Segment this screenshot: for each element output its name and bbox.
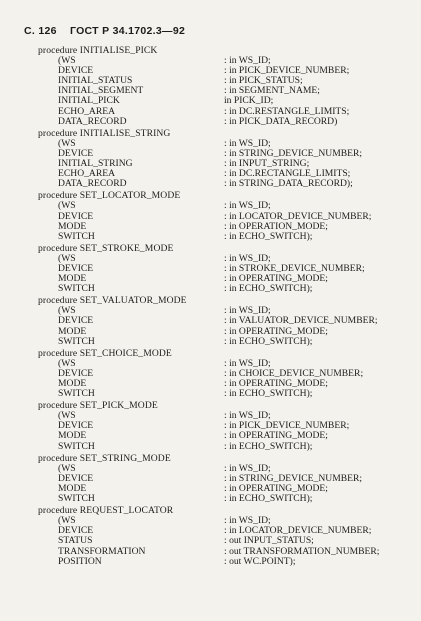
page-number: С. 126 (24, 25, 57, 37)
parameter-declaration: : in STRING_DATA_RECORD); (224, 178, 353, 190)
parameter-name: INITIAL_SEGMENT (58, 85, 144, 97)
parameter-name: DEVICE (58, 525, 94, 537)
parameter-declaration: : in WS_ID; (224, 252, 271, 264)
parameter-declaration: : in OPERATING_MODE; (224, 273, 328, 285)
parameter-name: DEVICE (58, 65, 94, 77)
parameter-name: INITIAL_STATUS (58, 75, 133, 87)
parameter-line (38, 536, 408, 546)
page-header (24, 25, 195, 37)
procedure-listing (38, 46, 408, 569)
parameter-name: SWITCH (58, 440, 95, 452)
parameter-name: MODE (58, 220, 87, 232)
parameter-name: SWITCH (58, 388, 95, 400)
procedure-block (38, 296, 408, 346)
parameter-line (38, 201, 408, 211)
procedure-block (38, 46, 408, 127)
parameter-declaration: : in ECHO_SWITCH); (224, 388, 313, 400)
procedure-title: procedure INITIALISE_PICK (38, 45, 158, 56)
parameter-line (38, 56, 408, 66)
parameter-name: (WS (58, 200, 76, 212)
parameter-declaration: : in INPUT_STRING; (224, 158, 310, 170)
parameter-declaration: : in STRING_DEVICE_NUMBER; (224, 147, 363, 159)
procedure-title: procedure SET_LOCATOR_MODE (38, 190, 181, 202)
parameter-name: DATA_RECORD (58, 115, 127, 127)
parameter-name: (WS (58, 515, 76, 527)
parameter-line (38, 557, 408, 567)
parameter-name: DEVICE (58, 420, 94, 432)
parameter-declaration: : in WS_ID; (224, 410, 271, 422)
parameter-declaration: : in OPERATING_MODE; (224, 378, 328, 389)
procedure-block (38, 454, 408, 504)
parameter-name: MODE (58, 273, 87, 285)
parameter-line (38, 117, 408, 127)
parameter-name: (WS (58, 462, 76, 474)
parameter-line (38, 212, 408, 222)
procedure-block (38, 506, 408, 567)
parameter-declaration: : in STRING_DEVICE_NUMBER; (224, 472, 363, 484)
procedure-title: procedure REQUEST_LOCATOR (38, 505, 174, 517)
parameter-line (38, 316, 408, 326)
parameter-declaration: : in WS_ID; (224, 357, 271, 369)
parameter-declaration: : in PICK_STATUS; (224, 75, 303, 87)
parameter-declaration: : in OPERATING_MODE; (224, 325, 328, 337)
parameter-declaration: : in VALUATOR_DEVICE_NUMBER; (224, 315, 378, 327)
parameter-declaration: : in LOCATOR_DEVICE_NUMBER; (224, 525, 372, 537)
parameter-line (38, 526, 408, 536)
parameter-name: DEVICE (58, 147, 94, 159)
parameter-line (38, 369, 408, 379)
procedure-title: procedure SET_CHOICE_MODE (38, 347, 172, 359)
parameter-name: STATUS (58, 535, 93, 547)
parameter-line (38, 232, 408, 242)
parameter-name: SWITCH (58, 493, 95, 505)
parameter-declaration: : in WS_ID; (224, 515, 271, 527)
parameter-name: (WS (58, 137, 76, 149)
parameter-name: DEVICE (58, 210, 94, 222)
parameter-name: TRANSFORMATION (58, 545, 146, 557)
procedure-block (38, 129, 408, 190)
parameter-line (38, 494, 408, 504)
parameter-line (38, 179, 408, 189)
parameter-declaration: : in DC.RESTANGLE_LIMITS; (224, 105, 350, 117)
parameter-declaration: : in SEGMENT_NAME; (224, 85, 320, 97)
parameter-declaration: : in LOCATOR_DEVICE_NUMBER; (224, 210, 372, 222)
parameter-declaration: : in OPERATION_MODE; (224, 220, 328, 232)
procedure-block (38, 244, 408, 294)
parameter-line (38, 389, 408, 399)
parameter-line (38, 421, 408, 431)
parameter-declaration: : out INPUT_STATUS; (224, 535, 314, 547)
parameter-declaration: : in WS_ID; (224, 55, 271, 67)
parameter-declaration: : out TRANSFORMATION_NUMBER; (224, 545, 380, 557)
procedure-title: procedure SET_PICK_MODE (38, 400, 158, 412)
parameter-name: DEVICE (58, 367, 94, 379)
procedure-title: procedure INITIALISE_STRING (38, 127, 171, 139)
parameter-name: POSITION (58, 555, 102, 567)
parameter-name: (WS (58, 410, 76, 422)
parameter-name: (WS (58, 357, 76, 369)
procedure-block (38, 401, 408, 451)
parameter-declaration: : in PICK_DEVICE_NUMBER; (224, 65, 350, 77)
parameter-declaration: : in ECHO_SWITCH); (224, 440, 313, 452)
parameter-name: INITIAL_PICK (58, 95, 120, 107)
parameter-name: MODE (58, 430, 87, 442)
parameter-declaration: : in WS_ID; (224, 200, 271, 212)
parameter-line (38, 284, 408, 294)
parameter-declaration: : in WS_ID; (224, 137, 271, 149)
parameter-declaration: in PICK_ID; (224, 95, 274, 107)
parameter-name: SWITCH (58, 230, 95, 242)
standard-code: ГОСТ Р 34.1702.3—92 (69, 25, 186, 37)
parameter-name: INITIAL_STRING (58, 158, 133, 170)
parameter-declaration: : in ECHO_SWITCH); (224, 335, 313, 347)
parameter-line (38, 442, 408, 452)
parameter-name: ECHO_AREA (58, 168, 116, 180)
parameter-declaration: : in PICK_DATA_RECORD) (224, 115, 338, 127)
procedure-title: procedure SET_STRING_MODE (38, 452, 171, 464)
parameter-line (38, 474, 408, 484)
parameter-name: (WS (58, 252, 76, 264)
parameter-name: DATA_RECORD (58, 178, 127, 190)
parameter-line (38, 264, 408, 274)
parameter-name: DEVICE (58, 472, 94, 484)
parameter-name: DEVICE (58, 262, 94, 274)
parameter-declaration: : in WS_ID; (224, 305, 271, 317)
parameter-declaration: : in ECHO_SWITCH); (224, 230, 313, 242)
parameter-declaration: : in PICK_DEVICE_NUMBER; (224, 420, 350, 432)
parameter-line (38, 337, 408, 347)
parameter-name: (WS (58, 55, 76, 67)
parameter-declaration: : in STROKE_DEVICE_NUMBER; (224, 262, 365, 274)
parameter-name: SWITCH (58, 283, 95, 295)
parameter-declaration: : in ECHO_SWITCH); (224, 283, 313, 295)
procedure-title: procedure SET_VALUATOR_MODE (38, 295, 187, 307)
parameter-declaration: : out WC.POINT); (224, 555, 296, 567)
parameter-declaration: : in WS_ID; (224, 462, 271, 474)
parameter-line (38, 411, 408, 421)
parameter-name: SWITCH (58, 335, 95, 347)
parameter-declaration: : in OPERATING_MODE; (224, 482, 328, 494)
parameter-declaration: : in ECHO_SWITCH); (224, 493, 313, 505)
parameter-name: MODE (58, 482, 87, 494)
parameter-declaration: : in CHOICE_DEVICE_NUMBER; (224, 367, 364, 379)
procedure-block (38, 191, 408, 241)
parameter-declaration: : in DC.RECTANGLE_LIMITS; (224, 168, 351, 180)
parameter-name: MODE (58, 378, 87, 389)
procedure-title: procedure SET_STROKE_MODE (38, 242, 174, 254)
parameter-name: MODE (58, 325, 87, 337)
parameter-declaration: : in OPERATING_MODE; (224, 430, 328, 442)
parameter-name: ECHO_AREA (58, 105, 116, 117)
procedure-block (38, 349, 408, 399)
parameter-name: DEVICE (58, 315, 94, 327)
parameter-name: (WS (58, 305, 76, 317)
